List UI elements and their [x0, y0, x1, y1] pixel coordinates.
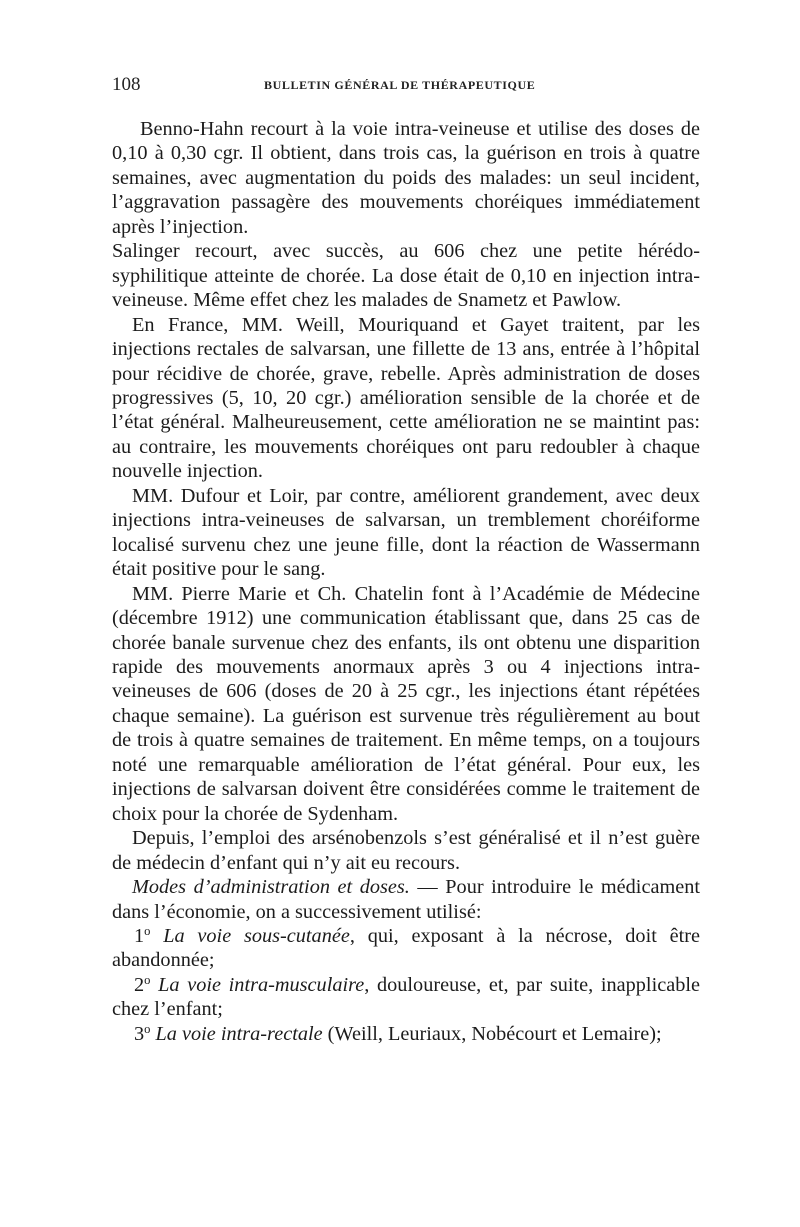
page-header — [112, 74, 700, 98]
running-title: BULLETIN GÉNÉRAL DE THÉRAPEUTIQUE — [264, 78, 536, 92]
list-number: 2 — [134, 973, 145, 996]
list-number: 1 — [134, 924, 145, 947]
section-heading: Modes d’administration et doses. — [132, 876, 410, 899]
body-text — [112, 117, 700, 1046]
list-ordinal: o — [144, 924, 151, 939]
paragraph-dufour-loir: MM. Dufour et Loir, par contre, améliorent grandement, avec deux injections intra-veineuses de salvarsan, un tremblement choréiforme localisé survenu chez une jeune fille, dont la réaction de Wassermann était positive pour le sang. — [112, 484, 700, 581]
list-text: , douloureuse, et, par suite, inapplicable chez l’enfant; — [112, 973, 700, 1021]
list-text: , qui, exposant à la nécrose, doit être abandonnée; — [112, 924, 700, 972]
list-item — [112, 973, 700, 1022]
page-number: 108 — [112, 74, 141, 95]
paragraph-salinger: Salinger recourt, avec succès, au 606 chez une petite hérédo-syphilitique atteinte de chorée. La dose était de 0,10 en injection intra-veineuse. Même effet chez les malades de Snametz et Pawlow. — [112, 240, 700, 312]
list-item — [112, 1022, 700, 1046]
paragraph-benno-hahn: Benno-Hahn recourt à la voie intra-veineuse et utilise des doses de 0,10 à 0,30 cgr. Il obtient, dans trois cas, la guérison en trois à quatre semaines, avec augmentation du poids des malades: un seul incident, l’aggravation passagère des mouvements choréiques immédiatement après l’injection. — [112, 118, 700, 238]
list-ordinal: o — [144, 972, 151, 987]
list-ordinal: o — [144, 1021, 151, 1036]
list-term: La voie intra-rectale — [155, 1022, 323, 1045]
list-term: La voie intra-musculaire — [158, 973, 365, 996]
section-intro: Pour introduire le médicament dans l’économie, on a successivement utilisé: — [112, 876, 700, 923]
list-number: 3 — [134, 1022, 145, 1045]
list-item — [112, 924, 700, 973]
paragraph-france: En France, MM. Weill, Mouriquand et Gayet traitent, par les injections rectales de salvarsan, une fillette de 13 ans, entrée à l’hôpital pour récidive de chorée, grave, rebelle. Après administration de doses progressives (5, 10, 20 cgr.) amélioration sensible de la chorée et de l’état général. Malheureusement, cette amélioration ne se maintint pas: au contraire, les mouvements choréiques ont paru redoubler à chaque nouvelle injection. — [112, 313, 700, 483]
paragraph-pierre-marie: MM. Pierre Marie et Ch. Chatelin font à l’Académie de Médecine (décembre 1912) une communication établissant que, dans 25 cas de chorée banale survenue chez des enfants, ils ont obtenu une disparition rapide des mouvements anormaux après 3 ou 4 injections intra-veineuses de 606 (doses de 20 à 25 cgr., les injections étant répétées chaque semaine). La guérison est survenue très régulièrement au bout de trois à quatre semaines de traitement. En même temps, on a toujours noté une remarquable amélioration de l’état général. Pour eux, les injections de salvarsan doivent être considérées comme le traitement de choix pour la chorée de Sydenham. — [112, 582, 700, 825]
paragraph-depuis: Depuis, l’emploi des arsénobenzols s’est généralisé et il n’est guère de médecin d’enfant qui n’y ait eu recours. — [112, 827, 700, 874]
section-dash: — — [409, 876, 446, 899]
section-modes-administration — [112, 875, 700, 924]
list-text: (Weill, Leuriaux, Nobécourt et Lemaire); — [322, 1022, 662, 1045]
list-term: La voie sous-cutanée — [163, 924, 350, 947]
